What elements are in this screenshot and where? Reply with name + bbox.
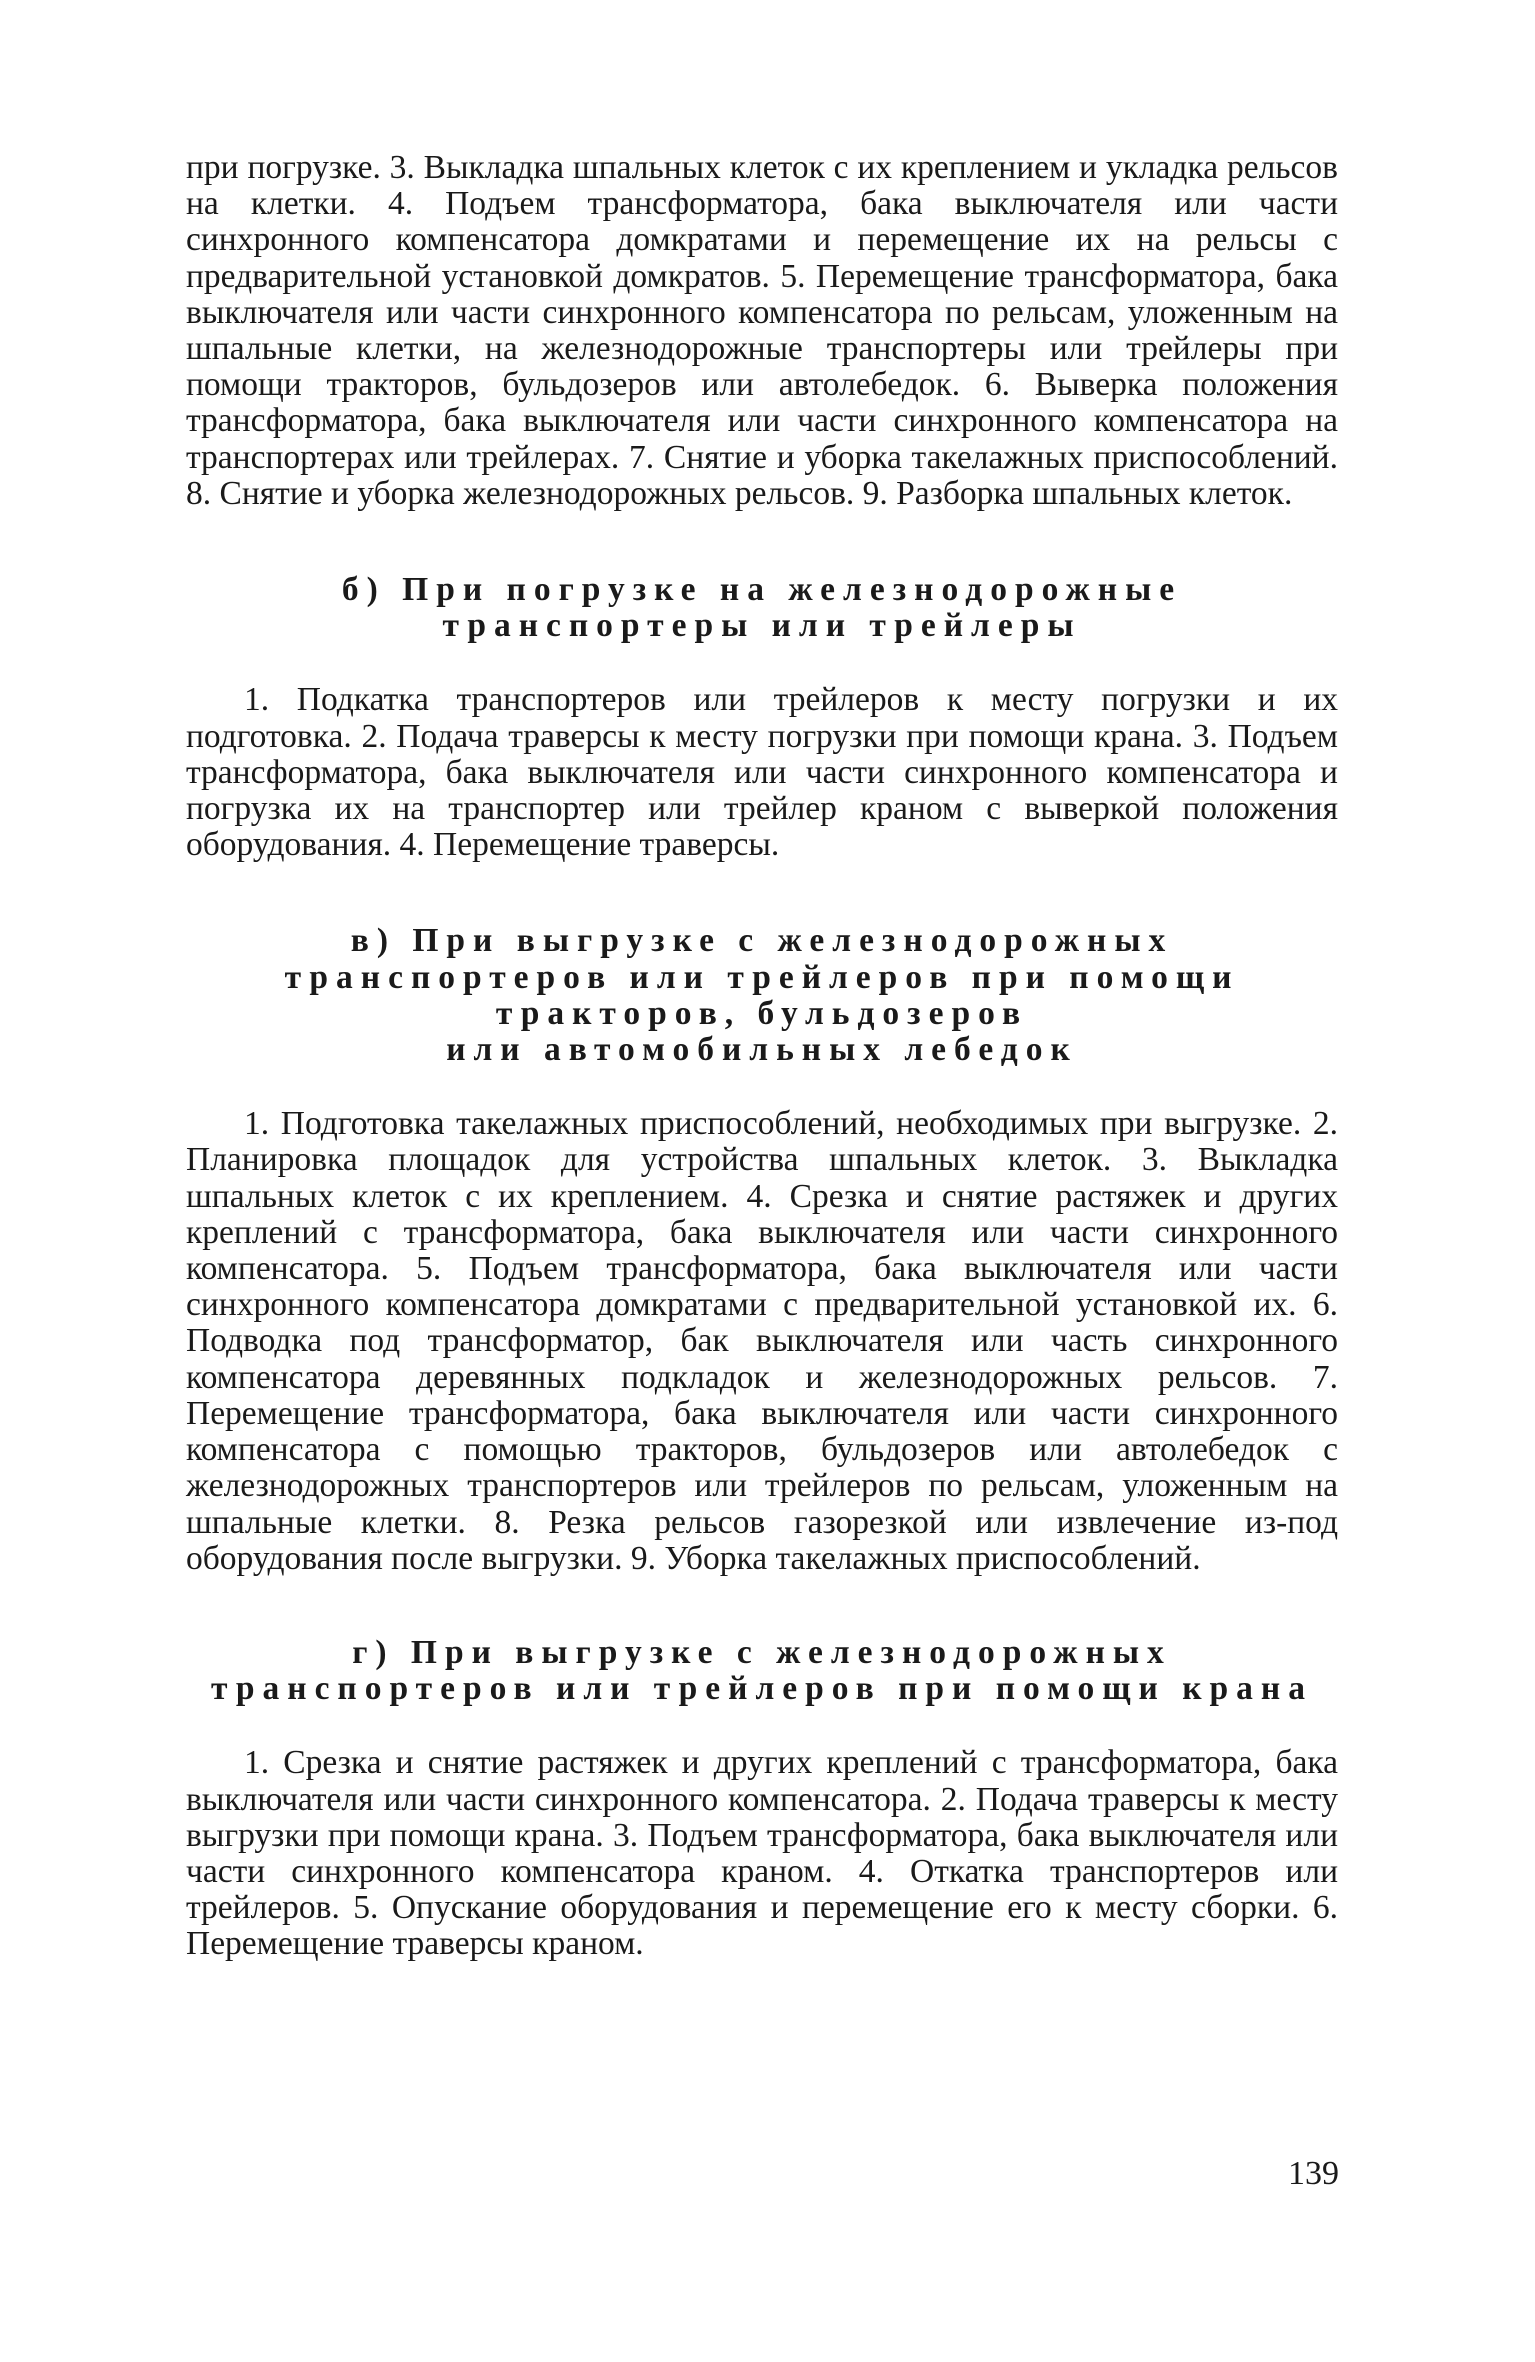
section-b-body: 1. Подкатка транспортеров или трейлеров к месту погрузки и их подготовка. 2. Подача траверсы к месту погрузки при помощи крана. 3. Подъем трансформатора, бака выключателя или части синхронного компенсатора и погрузка их на транспортер или трейлер краном с выверкой положения оборудования. 4. Перемещение траверсы.: [186, 681, 1338, 864]
section-v-body: 1. Подготовка такелажных приспособлений, необходимых при выгрузке. 2. Планировка площадок для устройства шпальных клеток. 3. Выкладка шпальных клеток с их креплением. 4. Срезка и снятие растяжек и других креплений с трансформатора, бака выключателя или части синхронного компенсатора. 5. Подъем трансформатора, бака выключателя или части синхронного компенсатора домкратами с предварительной установкой их. 6. Подводка под трансформатор, бак выключателя или часть синхронного компенсатора деревянных подкладок и железнодорожных рельсов. 7. Перемещение трансформатора, бака выключателя или части синхронного компенсатора с помощью тракторов, бульдозеров или автолебедок с железнодорожных транспортеров или трейлеров по рельсам, уложенным на шпальные клетки. 8. Резка рельсов газорезкой или извлечение из-под оборудования после выгрузки. 9. Уборка такелажных приспособлений.: [186, 1105, 1338, 1577]
page-number: 139: [1288, 2155, 1339, 2192]
section-v-heading-line-4: или автомобильных лебедок: [446, 1031, 1078, 1069]
section-g-heading: [186, 1635, 1338, 1707]
section-b-heading-line-2: транспортеры или трейлеры: [442, 607, 1082, 645]
section-g-heading-line-2: транспортеров или трейлеров при помощи крана: [211, 1670, 1313, 1708]
section-g-body: 1. Срезка и снятие растяжек и других креплений с трансформатора, бака выключателя или части синхронного компенсатора. 2. Подача траверсы к месту выгрузки при помощи крана. 3. Подъем трансформатора, бака выключателя или части синхронного компенсатора краном. 4. Откатка транспортеров или трейлеров. 5. Опускание оборудования и перемещение его к месту сборки. 6. Перемещение траверсы краном.: [186, 1744, 1338, 1963]
section-v-heading: [186, 923, 1338, 1068]
section-b-heading-line-1: б) При погрузке на железнодорожные: [341, 571, 1183, 609]
section-v-heading-line-3: тракторов, бульдозеров: [495, 994, 1029, 1032]
section-v-heading-line-1: в) При выгрузке с железнодорожных: [350, 922, 1174, 960]
section-g-heading-line-1: г) При выгрузке с железнодорожных: [352, 1633, 1172, 1671]
section-v-heading-line-2: транспортеров или трейлеров при помощи: [284, 958, 1240, 996]
page-body: [186, 150, 1338, 1963]
intro-paragraph: при погрузке. 3. Выкладка шпальных клеток с их креплением и укладка рельсов на клетки. 4. Подъем трансформатора, бака выключателя или части синхронного компенсатора домкратами и перемещение их на рельсы с предварительной установкой домкратов. 5. Перемещение трансформатора, бака выключателя или части синхронного компенсатора по рельсам, уложенным на шпальные клетки, на железнодорожные транспортеры или трейлеры при помощи тракторов, бульдозеров или автолебедок. 6. Выверка положения трансформатора, бака выключателя или части синхронного компенсатора на транспортерах или трейлерах. 7. Снятие и уборка такелажных приспособлений. 8. Снятие и уборка железнодорожных рельсов. 9. Разборка шпальных клеток.: [186, 149, 1338, 512]
section-b-heading: [186, 572, 1338, 644]
